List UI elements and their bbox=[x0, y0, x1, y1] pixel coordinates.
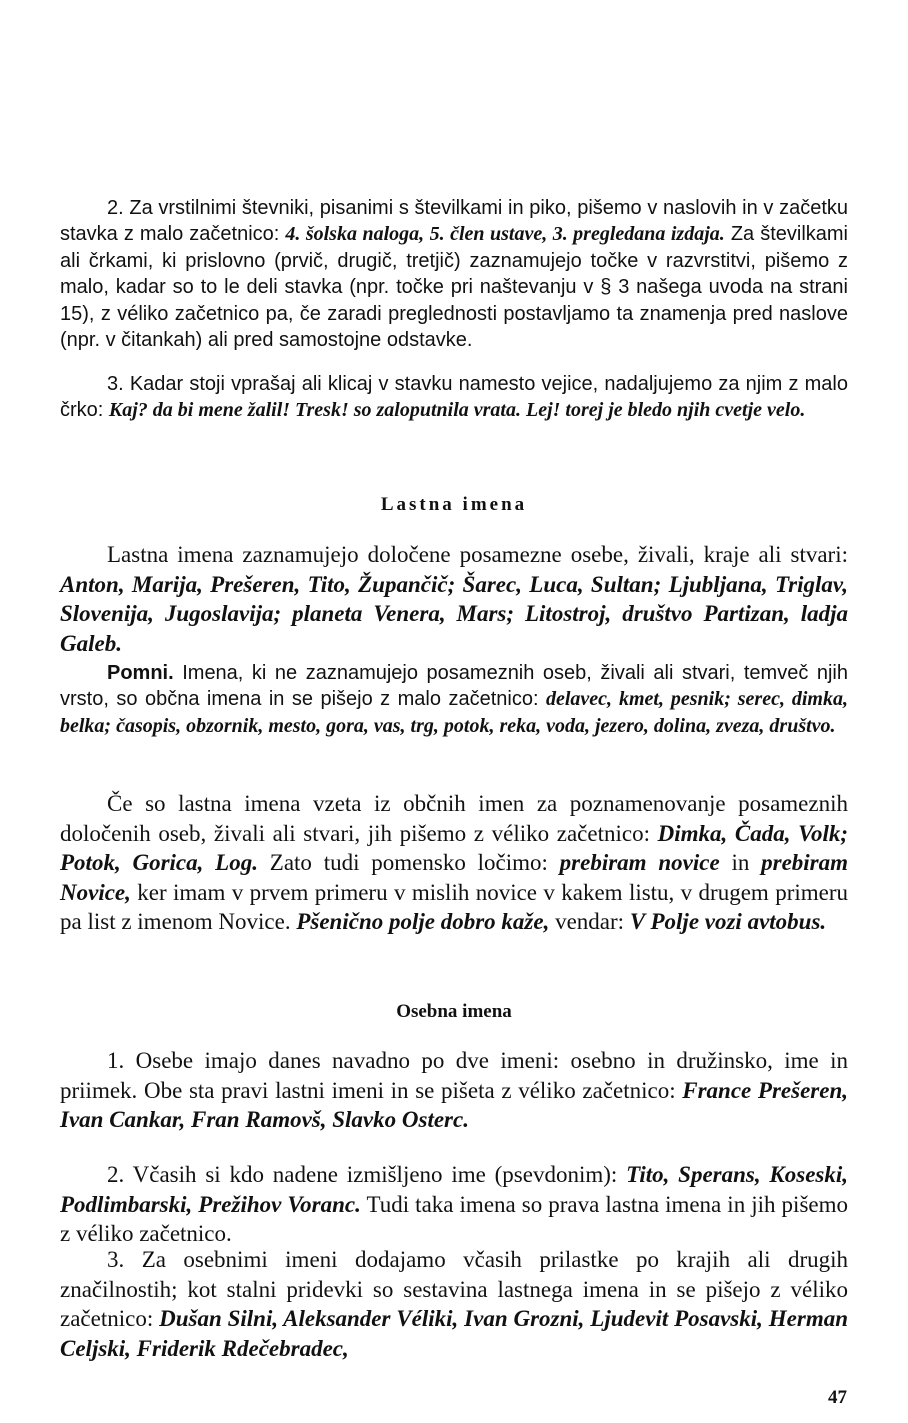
example-text: Pšenično polje dobro kaže, bbox=[296, 909, 550, 935]
section-heading-lastna-imena: Lastna imena bbox=[380, 494, 528, 515]
text: 3. Kadar stoji vprašaj ali klicaj v stavku namesto vejice, nadaljujemo za njim z malo črko: bbox=[60, 373, 848, 422]
text: Imena, ki ne zaznamujejo posameznih oseb, živali ali stvari, temveč njih vrsto, so občna imena in se pišejo z malo začetnico: bbox=[60, 662, 848, 711]
text: Tudi taka imena so prava lastna imena in jih pišemo z véliko začetnico. bbox=[60, 1191, 848, 1247]
example-text: prebiram novice bbox=[559, 850, 720, 876]
section-heading-osebna-imena: Osebna imena bbox=[396, 1001, 512, 1022]
paragraph-question-exclamation bbox=[60, 371, 848, 424]
example-text: Kaj? da bi mene žalil! Tresk! so zaloputnila vrata. Lej! torej je bledo njih cvetje velo. bbox=[108, 399, 806, 422]
paragraph-epithets bbox=[60, 1245, 848, 1363]
example-text: Anton, Marija, Prešeren, Tito, Župančič; Šarec, Luca, Sultan; Ljubljana, Triglav, Slovenija, Jugoslavija; planeta Venera, Mars; Litostroj, društvo Partizan, ladja Galeb. bbox=[60, 571, 848, 656]
text: 1. Osebe imajo danes navadno po dve imeni: osebno in družinsko, ime in priimek. Obe sta pravi lastni imeni in se pišeta z véliko začetnico: bbox=[60, 1048, 848, 1103]
example-text: V Polje vozi avtobus. bbox=[629, 909, 827, 935]
example-text: Dušan Silni, Aleksander Véliki, Ivan Grozni, Ljudevit Posavski, Herman Celjski, Friderik Rdečebradec, bbox=[60, 1306, 848, 1361]
paragraph-pomni bbox=[60, 660, 848, 739]
paragraph-pseudonyms bbox=[60, 1160, 848, 1249]
text: 2. Včasih si kdo nadene izmišljeno ime (psevdonim): bbox=[107, 1162, 627, 1187]
example-text: France Prešeren, Ivan Cankar, Fran Ramovš, Slavko Osterc. bbox=[60, 1077, 848, 1133]
example-text: prebiram Novice, bbox=[60, 850, 849, 905]
example-text: Dimka, Čada, Volk; Potok, Gorica, Log. bbox=[60, 820, 848, 876]
text: vendar: bbox=[549, 909, 630, 935]
text: 3. Za osebnimi imeni dodajamo včasih prilastke po krajih ali drugih značilnostih; kot stalni pridevki so sestavina lastnega imena in se pišejo z véliko začetnico: bbox=[60, 1247, 848, 1332]
text: Lastna imena zaznamujejo določene posamezne osebe, živali, kraje ali stvari: bbox=[107, 542, 848, 567]
pomni-label: Pomni. bbox=[107, 662, 174, 684]
text: Za številkami ali črkami, ki prislovno (prvič, drugič, tretjič) zaznamujejo točke v razvrstitvi, pišemo z malo, kadar so to le deli stavka (npr. točke pri naštevanju v § 3 našega uvoda na strani 15), z véliko začetnico pa, če zaradi preglednosti postavljamo ta znamenja pred naslove (npr. v čitankah) ali pred samostojne odstavke. bbox=[60, 223, 848, 352]
paragraph-common-to-proper bbox=[60, 789, 848, 937]
paragraph-personal-names bbox=[60, 1046, 848, 1135]
example-text: Tito, Sperans, Koseski, Podlimbarski, Prežihov Voranc. bbox=[60, 1162, 849, 1217]
example-text: delavec, kmet, pesnik; serec, dimka, belka; časopis, obzornik, mesto, gora, vas, trg, potok, reka, voda, jezero, dolina, zveza, društvo. bbox=[60, 688, 848, 737]
text: in bbox=[719, 850, 762, 876]
text: ker imam v prvem primeru v mislih novice v kakem listu, v drugem primeru pa list z imenom Novice. bbox=[60, 879, 848, 935]
text: Če so lastna imena vzeta iz občnih imen za poznamenovanje posameznih določenih oseb, živali ali stvari, jih pišemo z véliko začetnico: bbox=[60, 791, 848, 846]
example-text: 4. šolska naloga, 5. člen ustave, 3. pregledana izdaja. bbox=[285, 223, 725, 246]
paragraph-ordinal-numbers bbox=[60, 195, 848, 353]
text: 2. Za vrstilnimi števniki, pisanimi s številkami in piko, pišemo v naslovih in v začetku stavka z malo začetnico: bbox=[60, 197, 848, 246]
text: Zato tudi pomensko ločimo: bbox=[257, 850, 560, 876]
page-number: 47 bbox=[828, 1387, 847, 1408]
paragraph-proper-names bbox=[60, 540, 848, 658]
